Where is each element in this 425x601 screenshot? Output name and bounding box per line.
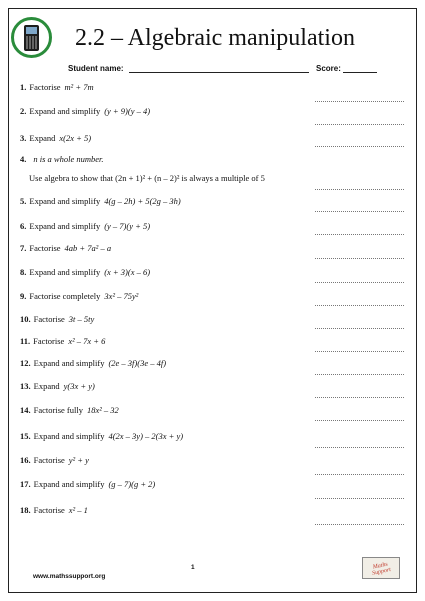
answer-line-15[interactable] [315, 447, 404, 448]
question-7: 7. Factorise 4ab + 7a² – a [20, 243, 112, 253]
score-field[interactable] [343, 72, 377, 73]
question-6: 6. Expand and simplify (y – 7)(y + 5) [20, 221, 151, 231]
question-5: 5. Expand and simplify 4(g – 2h) + 5(2g – 3h) [20, 196, 181, 206]
question-16: 16. Factorise y² + y [20, 455, 89, 465]
page-title: 2.2 – Algebraic manipulation [75, 25, 355, 51]
answer-line-3[interactable] [315, 146, 404, 147]
answer-line-18[interactable] [315, 524, 404, 525]
answer-line-11[interactable] [315, 351, 404, 352]
question-13: 13. Expand y(3x + y) [20, 381, 95, 391]
question-11: 11. Factorise x² – 7x + 6 [20, 336, 106, 346]
question-2: 2. Expand and simplify (y + 9)(y – 4) [20, 106, 151, 116]
answer-line-14[interactable] [315, 420, 404, 421]
question-17: 17. Expand and simplify (g – 7)(g + 2) [20, 479, 156, 489]
answer-line-5[interactable] [315, 211, 404, 212]
answer-line-2[interactable] [315, 124, 404, 125]
maths-support-logo [362, 557, 400, 579]
question-3: 3. Expand x(2x + 5) [20, 133, 92, 143]
question-12: 12. Expand and simplify (2e – 3f)(3e – 4f) [20, 358, 167, 368]
answer-line-10[interactable] [315, 328, 404, 329]
question-15: 15. Expand and simplify 4(2x – 3y) – 2(3x + y) [20, 431, 184, 441]
question-1: 1. Factorise m² + 7m [20, 82, 94, 92]
maths-support-logo-text: Maths Support [371, 561, 392, 577]
score-label: Score: [316, 64, 341, 73]
answer-line-9[interactable] [315, 305, 404, 306]
footer-website-link[interactable]: www.mathssupport.org [33, 573, 106, 580]
calculator-logo [11, 17, 52, 58]
question-9: 9. Factorise completely 3x² – 75y² [20, 291, 139, 301]
answer-line-8[interactable] [315, 282, 404, 283]
question-8: 8. Expand and simplify (x + 3)(x – 6) [20, 267, 151, 277]
calculator-icon [24, 25, 39, 51]
student-name-field[interactable] [129, 72, 309, 73]
question-10: 10. Factorise 3t – 5ty [20, 314, 95, 324]
question-14: 14. Factorise fully 18x² – 32 [20, 405, 119, 415]
question-4: 4. n is a whole number. [20, 154, 104, 164]
answer-line-7[interactable] [315, 258, 404, 259]
question-18: 18. Factorise x² – 1 [20, 505, 88, 515]
answer-line-1[interactable] [315, 101, 404, 102]
answer-line-4[interactable] [315, 189, 404, 190]
answer-line-13[interactable] [315, 397, 404, 398]
student-name-label: Student name: [68, 64, 124, 73]
page-number: 1 [191, 564, 195, 571]
answer-line-17[interactable] [315, 498, 404, 499]
answer-line-16[interactable] [315, 474, 404, 475]
answer-line-6[interactable] [315, 234, 404, 235]
answer-line-12[interactable] [315, 374, 404, 375]
question-4-statement: Use algebra to show that (2n + 1)² + (n – 2)² is always a multiple of 5 [29, 173, 265, 183]
